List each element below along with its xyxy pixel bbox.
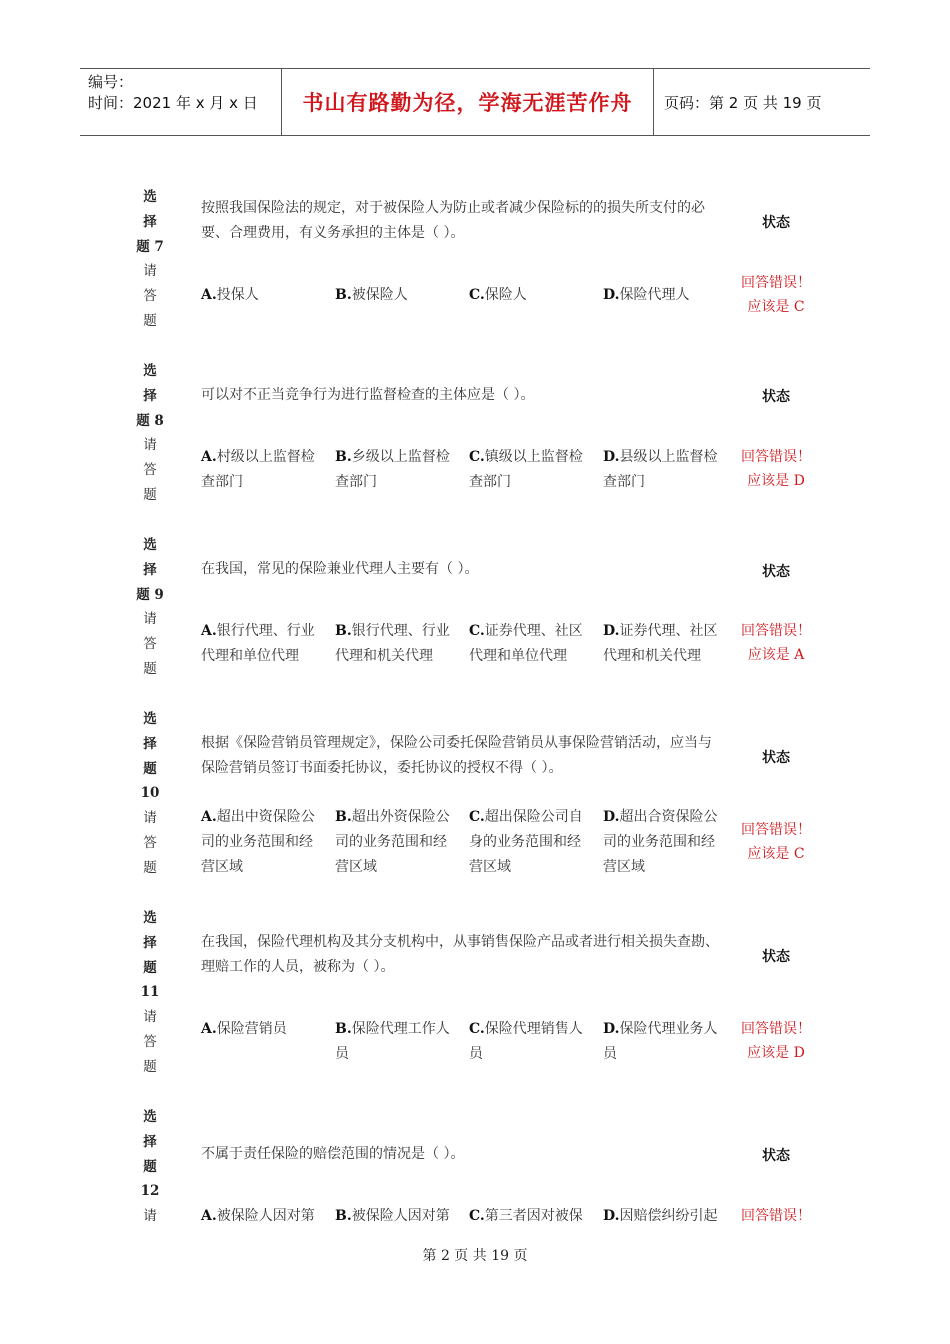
status-label: 状态 [762,949,790,965]
option-text: 被保险人因对第 [351,1208,450,1224]
question-label [126,359,174,508]
question-label-line: 答 [143,1033,157,1050]
option-letter: A. [201,623,217,639]
question-label-line: 题 7 [136,238,164,255]
option-text: 证券代理、社区代理和机关代理 [603,623,718,664]
question-label-line: 答 [143,462,157,479]
page-header [80,68,870,136]
answer-option[interactable] [603,283,721,308]
option-text: 银行代理、行业代理和机关代理 [335,623,450,664]
option-letter: D. [603,1021,620,1037]
question-label-line: 题 [143,486,157,503]
option-text: 银行代理、行业代理和单位代理 [201,623,315,664]
option-letter: A. [201,287,217,303]
question-label [126,1105,174,1229]
question-text: 在我国，常见的保险兼业代理人主要有（ ）。 [201,561,479,577]
answer-option[interactable] [603,1017,721,1067]
answer-feedback-line: 回答错误！ [741,1021,811,1037]
option-letter: D. [603,623,620,639]
option-letter: C. [469,449,485,465]
answer-option[interactable] [469,1204,587,1229]
option-letter: B. [335,449,352,465]
answer-option[interactable] [335,283,453,308]
option-letter: B. [335,623,352,639]
header-time: 时间：2021 年 x 月 x 日 [88,94,258,112]
question-label-line: 答 [143,288,157,305]
option-letter: C. [469,1208,485,1224]
option-letter: D. [603,809,620,825]
question-label-line: 择 [143,213,157,230]
question-label-line: 答 [143,636,157,653]
answer-feedback-line: 应该是 A [747,647,805,663]
option-letter: A. [201,1208,217,1224]
option-text: 被保险人因对第 [216,1208,315,1224]
answer-option[interactable] [469,1017,587,1067]
question-label-line: 请 [143,810,157,827]
question-label-line: 12 [140,1183,160,1200]
option-text: 超出外资保险公司的业务范围和经营区域 [335,809,450,875]
answer-option[interactable] [603,619,721,669]
question-label-line: 请 [143,437,157,454]
question-label-line: 择 [143,387,157,404]
question-label-line: 请 [143,263,157,280]
option-letter: C. [469,1021,485,1037]
option-text: 县级以上监督检查部门 [603,449,718,490]
question-label-line: 请 [143,1009,157,1026]
option-text: 证券代理、社区代理和单位代理 [469,623,583,664]
answer-option[interactable] [201,805,319,880]
question-label-line: 题 [143,760,157,777]
status-label: 状态 [762,1148,790,1164]
answer-feedback [736,271,816,319]
option-text: 超出合资保险公司的业务范围和经营区域 [603,809,718,875]
question-label-line: 选 [143,1109,157,1125]
option-letter: D. [603,1208,620,1224]
question-label-line: 择 [143,735,157,752]
answer-option[interactable] [335,619,453,669]
option-letter: C. [469,287,485,303]
status-label: 状态 [762,215,790,231]
question-label-line: 11 [140,984,160,1001]
answer-option[interactable] [469,283,587,308]
option-letter: C. [469,623,485,639]
option-letter: C. [469,809,485,825]
question-label-line: 选 [143,537,157,553]
question-text: 根据《保险营销员管理规定》，保险公司委托保险营销员从事保险营销活动，应当与保险营销员签订书面委托协议，委托协议的授权不得（ ）。 [201,735,712,776]
option-letter: B. [335,1021,352,1037]
answer-feedback-line: 回答错误！ [741,1208,811,1224]
question-label-line: 题 [143,1158,157,1175]
question-label [126,906,174,1080]
question-text: 可以对不正当竞争行为进行监督检查的主体应是（ ）。 [201,387,535,403]
question-label-line: 择 [143,934,157,951]
answer-option[interactable] [201,1204,319,1229]
option-text: 超出中资保险公司的业务范围和经营区域 [201,809,315,875]
answer-option[interactable] [201,619,319,669]
option-text: 保险营销员 [216,1021,287,1037]
answer-feedback-line: 应该是 D [747,1045,805,1061]
question-label-line: 10 [140,785,160,802]
answer-feedback-line: 应该是 C [747,846,805,862]
answer-option[interactable] [603,445,721,495]
question-label-line: 择 [143,561,157,578]
answer-option[interactable] [335,805,453,880]
option-letter: D. [603,449,620,465]
question-label-line: 选 [143,189,157,205]
option-letter: A. [201,1021,217,1037]
option-text: 保险代理人 [619,287,690,303]
question-label-line: 题 [143,660,157,677]
question-label [126,533,174,682]
header-meta [80,69,282,135]
option-letter: A. [201,449,217,465]
answer-feedback [736,619,816,667]
option-letter: B. [335,1208,352,1224]
answer-option[interactable] [201,1017,319,1042]
question-label [126,707,174,881]
answer-feedback [736,818,816,866]
answer-feedback-line: 回答错误！ [741,275,811,291]
answer-option[interactable] [335,1017,453,1067]
answer-option[interactable] [469,619,587,669]
question-label-line: 请 [143,1208,157,1225]
question-label [126,185,174,334]
answer-option[interactable] [603,1204,721,1229]
question-label-line: 题 9 [136,586,164,603]
answer-option[interactable] [469,445,587,495]
header-motto: 书山有路勤为径，学海无涯苦作舟 [282,69,654,135]
answer-feedback [736,445,816,493]
question-label-line: 题 [143,1058,157,1075]
answer-feedback-line: 回答错误！ [741,623,811,639]
question-label-line: 题 [143,859,157,876]
header-code: 编号： [88,73,134,91]
option-letter: D. [603,287,620,303]
answer-option[interactable] [335,445,453,495]
option-text: 第三者因对被保 [484,1208,583,1224]
question-label-line: 请 [143,611,157,628]
question-text: 在我国，保险代理机构及其分支机构中，从事销售保险产品或者进行相关损失查勘、理赔工作的人员，被称为（ ）。 [201,934,719,975]
status-label: 状态 [762,750,790,766]
answer-feedback-line: 回答错误！ [741,449,811,465]
status-label: 状态 [762,564,790,580]
answer-option[interactable] [603,805,721,880]
answer-feedback-line: 回答错误！ [741,822,811,838]
answer-option[interactable] [469,805,587,880]
answer-option[interactable] [201,445,319,495]
question-label-line: 题 8 [136,412,164,429]
option-letter: B. [335,287,352,303]
option-letter: B. [335,809,352,825]
option-text: 保险人 [484,287,527,303]
answer-feedback-line: 应该是 D [747,473,805,489]
question-label-line: 选 [143,910,157,926]
question-label-line: 择 [143,1133,157,1150]
header-page-number: 页码：第 2 页 共 19 页 [664,93,822,112]
option-text: 保险代理工作人员 [335,1021,450,1062]
answer-option[interactable] [335,1204,453,1229]
option-text: 保险代理业务人员 [603,1021,718,1062]
option-text: 保险代理销售人员 [469,1021,583,1062]
question-label-line: 答 [143,834,157,851]
option-text: 因赔偿纠纷引起 [619,1208,718,1224]
answer-feedback [736,1017,816,1065]
answer-feedback [736,1204,816,1228]
page-footer: 第 2 页 共 19 页 [422,1248,528,1264]
question-label-line: 选 [143,363,157,379]
option-text: 被保险人 [351,287,408,303]
question-label-line: 题 [143,312,157,329]
status-label: 状态 [762,389,790,405]
option-text: 投保人 [216,287,259,303]
question-label-line: 选 [143,711,157,727]
option-text: 镇级以上监督检查部门 [469,449,583,490]
option-text: 乡级以上监督检查部门 [335,449,450,490]
answer-option[interactable] [201,283,319,308]
option-letter: A. [201,809,217,825]
answer-feedback-line: 应该是 C [747,299,805,315]
question-text: 不属于责任保险的赔偿范围的情况是（ ）。 [201,1146,465,1162]
question-label-line: 题 [143,959,157,976]
option-text: 村级以上监督检查部门 [201,449,315,490]
option-text: 超出保险公司自身的业务范围和经营区域 [469,809,583,875]
question-text: 按照我国保险法的规定，对于被保险人为防止或者减少保险标的的损失所支付的必要、合理费用，有义务承担的主体是（ ）。 [201,200,705,241]
